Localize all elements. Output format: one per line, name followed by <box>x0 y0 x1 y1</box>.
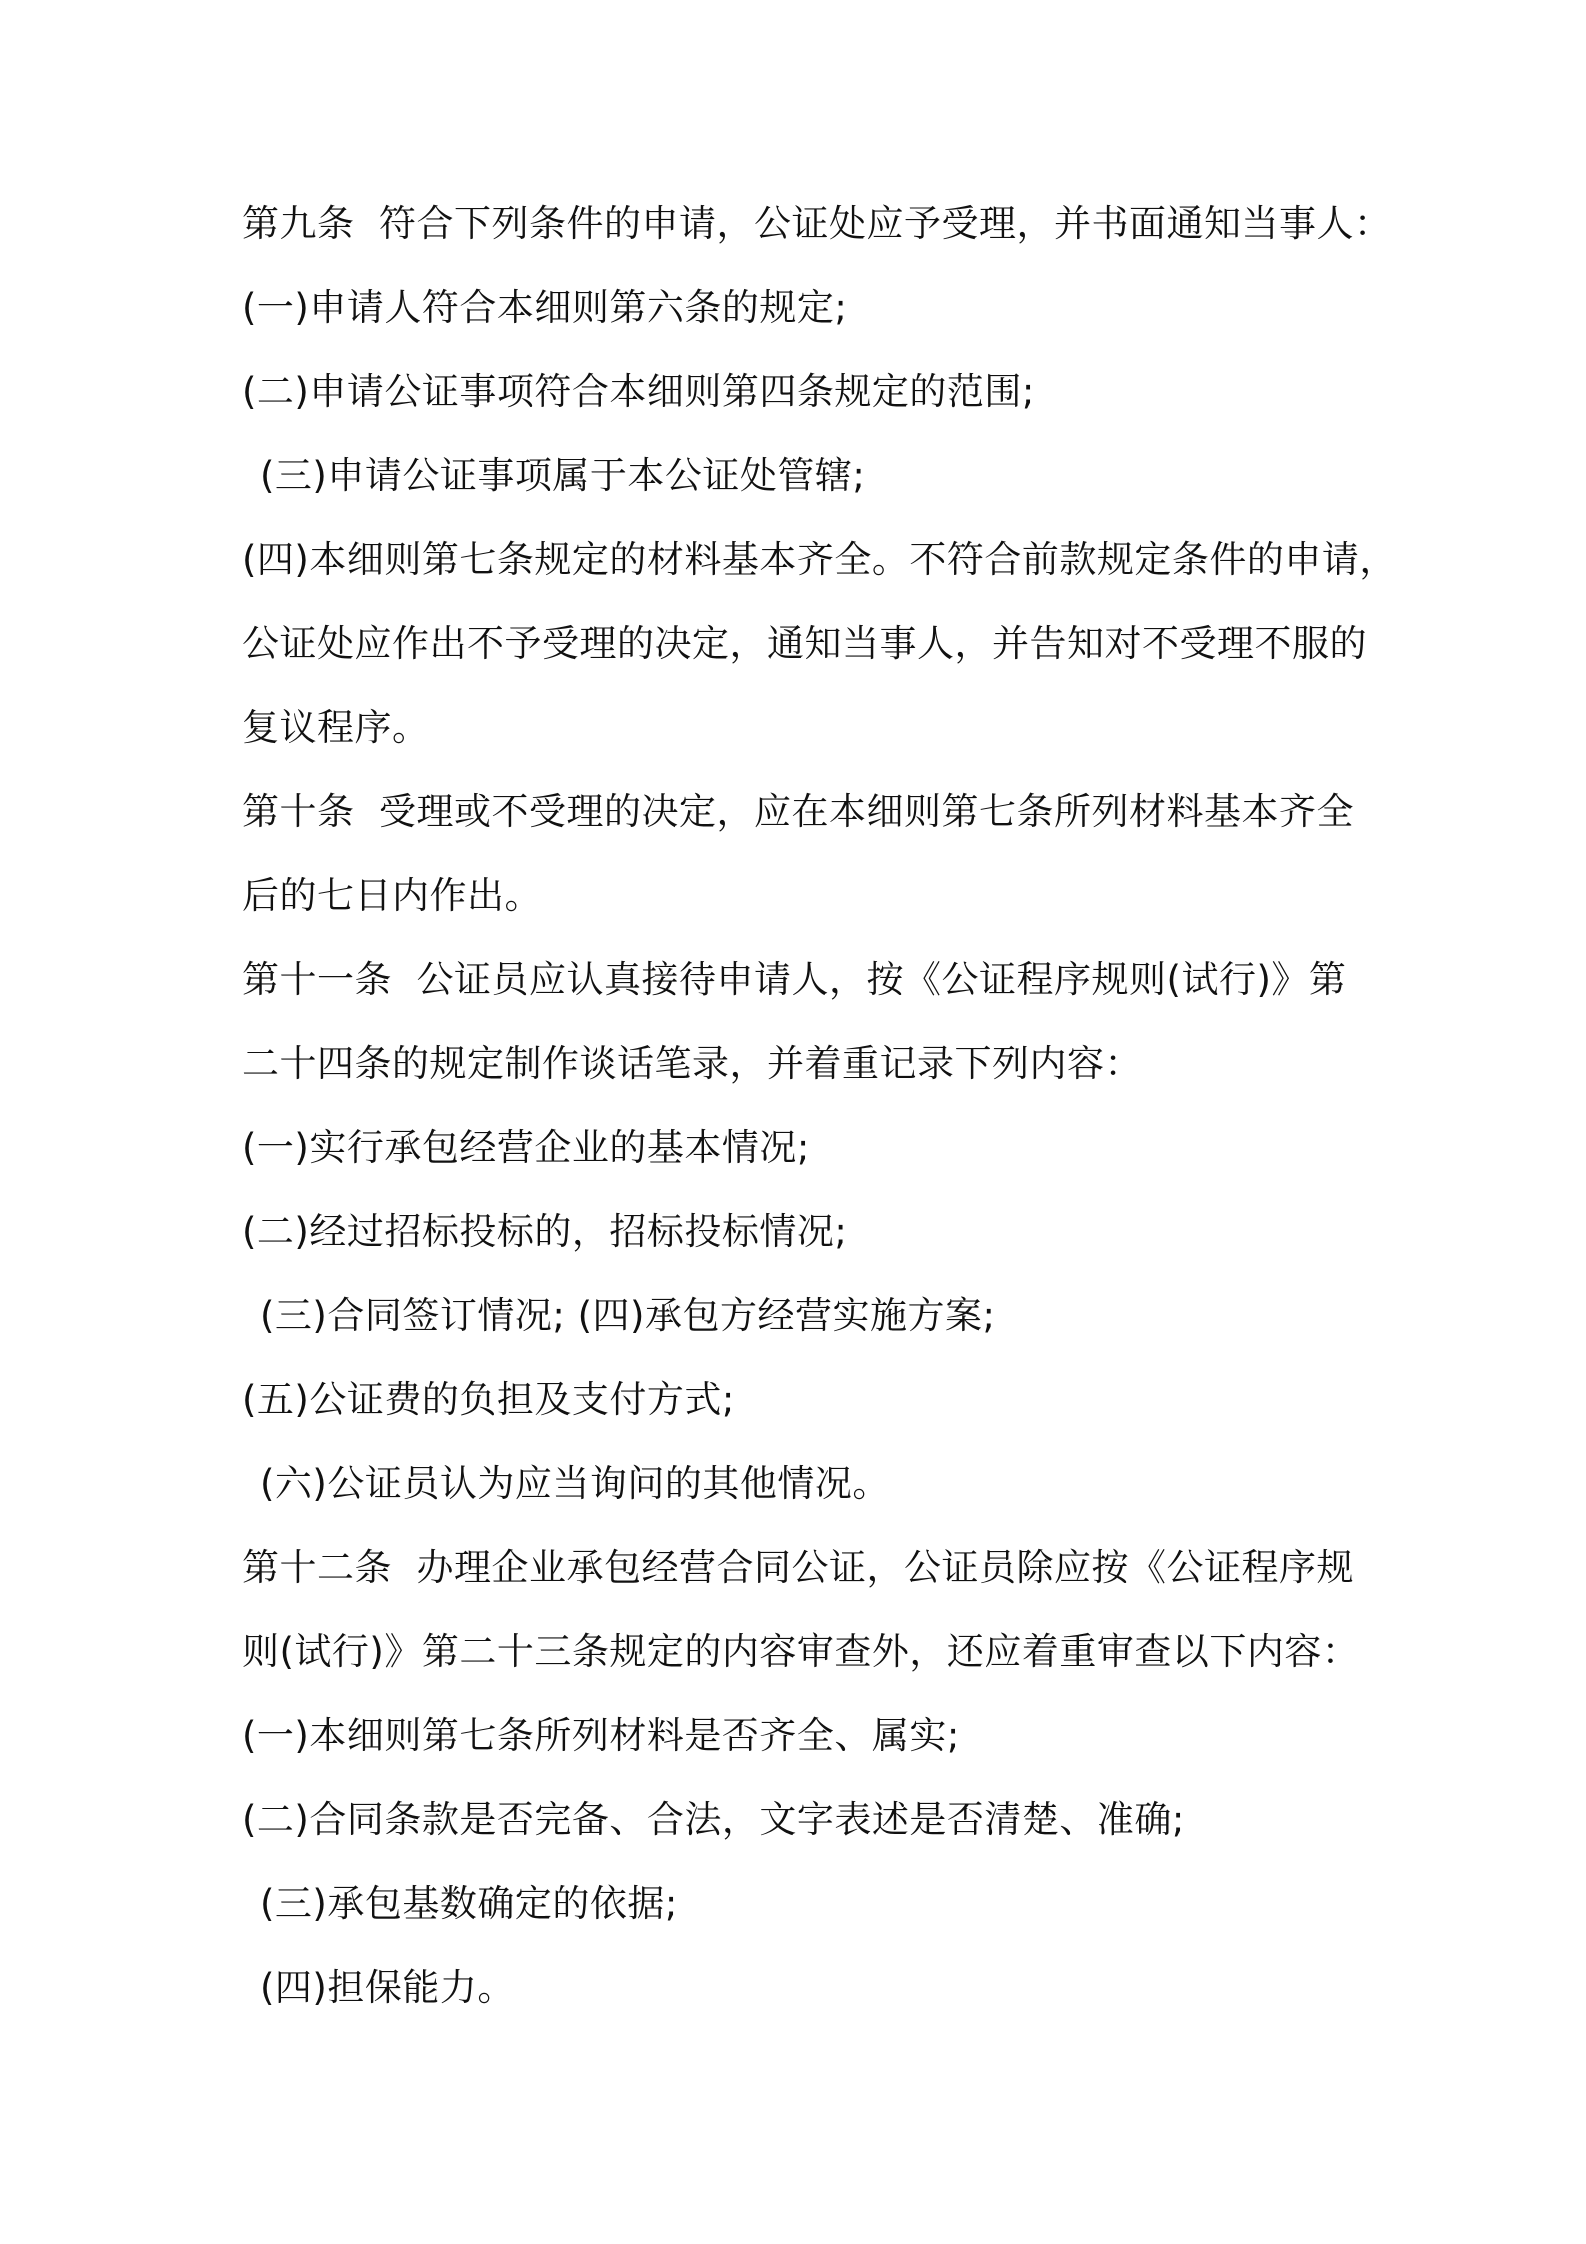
article-9-item-4: (四)本细则第七条规定的材料基本齐全。不符合前款规定条件的申请， <box>242 538 1397 581</box>
article-12-item-2: (二)合同条款是否完备、合法，文字表述是否清楚、准确; <box>242 1798 1185 1841</box>
article-9-item-4-cont-2: 复议程序。 <box>242 706 430 749</box>
article-11-heading: 第十一条 公证员应认真接待申请人，按《公证程序规则(试行)》第 <box>242 958 1347 1001</box>
article-9-item-1: (一)申请人符合本细则第六条的规定; <box>242 286 848 329</box>
article-11-cont: 二十四条的规定制作谈话笔录，并着重记录下列内容： <box>242 1042 1142 1085</box>
article-11-item-6: (六)公证员认为应当询问的其他情况。 <box>260 1462 890 1505</box>
article-9-item-4-cont-1: 公证处应作出不予受理的决定，通知当事人，并告知对不受理不服的 <box>242 622 1367 665</box>
article-10-heading: 第十条 受理或不受理的决定，应在本细则第七条所列材料基本齐全 <box>242 790 1355 833</box>
article-11-item-2: (二)经过招标投标的，招标投标情况; <box>242 1210 848 1253</box>
article-12-heading: 第十二条 办理企业承包经营合同公证，公证员除应按《公证程序规 <box>242 1546 1355 1589</box>
article-11-item-5: (五)公证费的负担及支付方式; <box>242 1378 735 1421</box>
article-10-cont: 后的七日内作出。 <box>242 874 542 917</box>
article-12-cont: 则(试行)》第二十三条规定的内容审查外，还应着重审查以下内容： <box>242 1630 1360 1673</box>
article-11-item-3-4: (三)合同签订情况; (四)承包方经营实施方案; <box>260 1294 996 1337</box>
article-12-item-3: (三)承包基数确定的依据; <box>260 1882 678 1925</box>
article-9-item-3: (三)申请公证事项属于本公证处管辖; <box>260 454 866 497</box>
article-12-item-1: (一)本细则第七条所列材料是否齐全、属实; <box>242 1714 960 1757</box>
article-9-item-2: (二)申请公证事项符合本细则第四条规定的范围; <box>242 370 1035 413</box>
article-9-heading: 第九条 符合下列条件的申请，公证处应予受理，并书面通知当事人： <box>242 202 1392 245</box>
article-12-item-4: (四)担保能力。 <box>260 1966 515 2009</box>
article-11-item-1: (一)实行承包经营企业的基本情况; <box>242 1126 810 1169</box>
